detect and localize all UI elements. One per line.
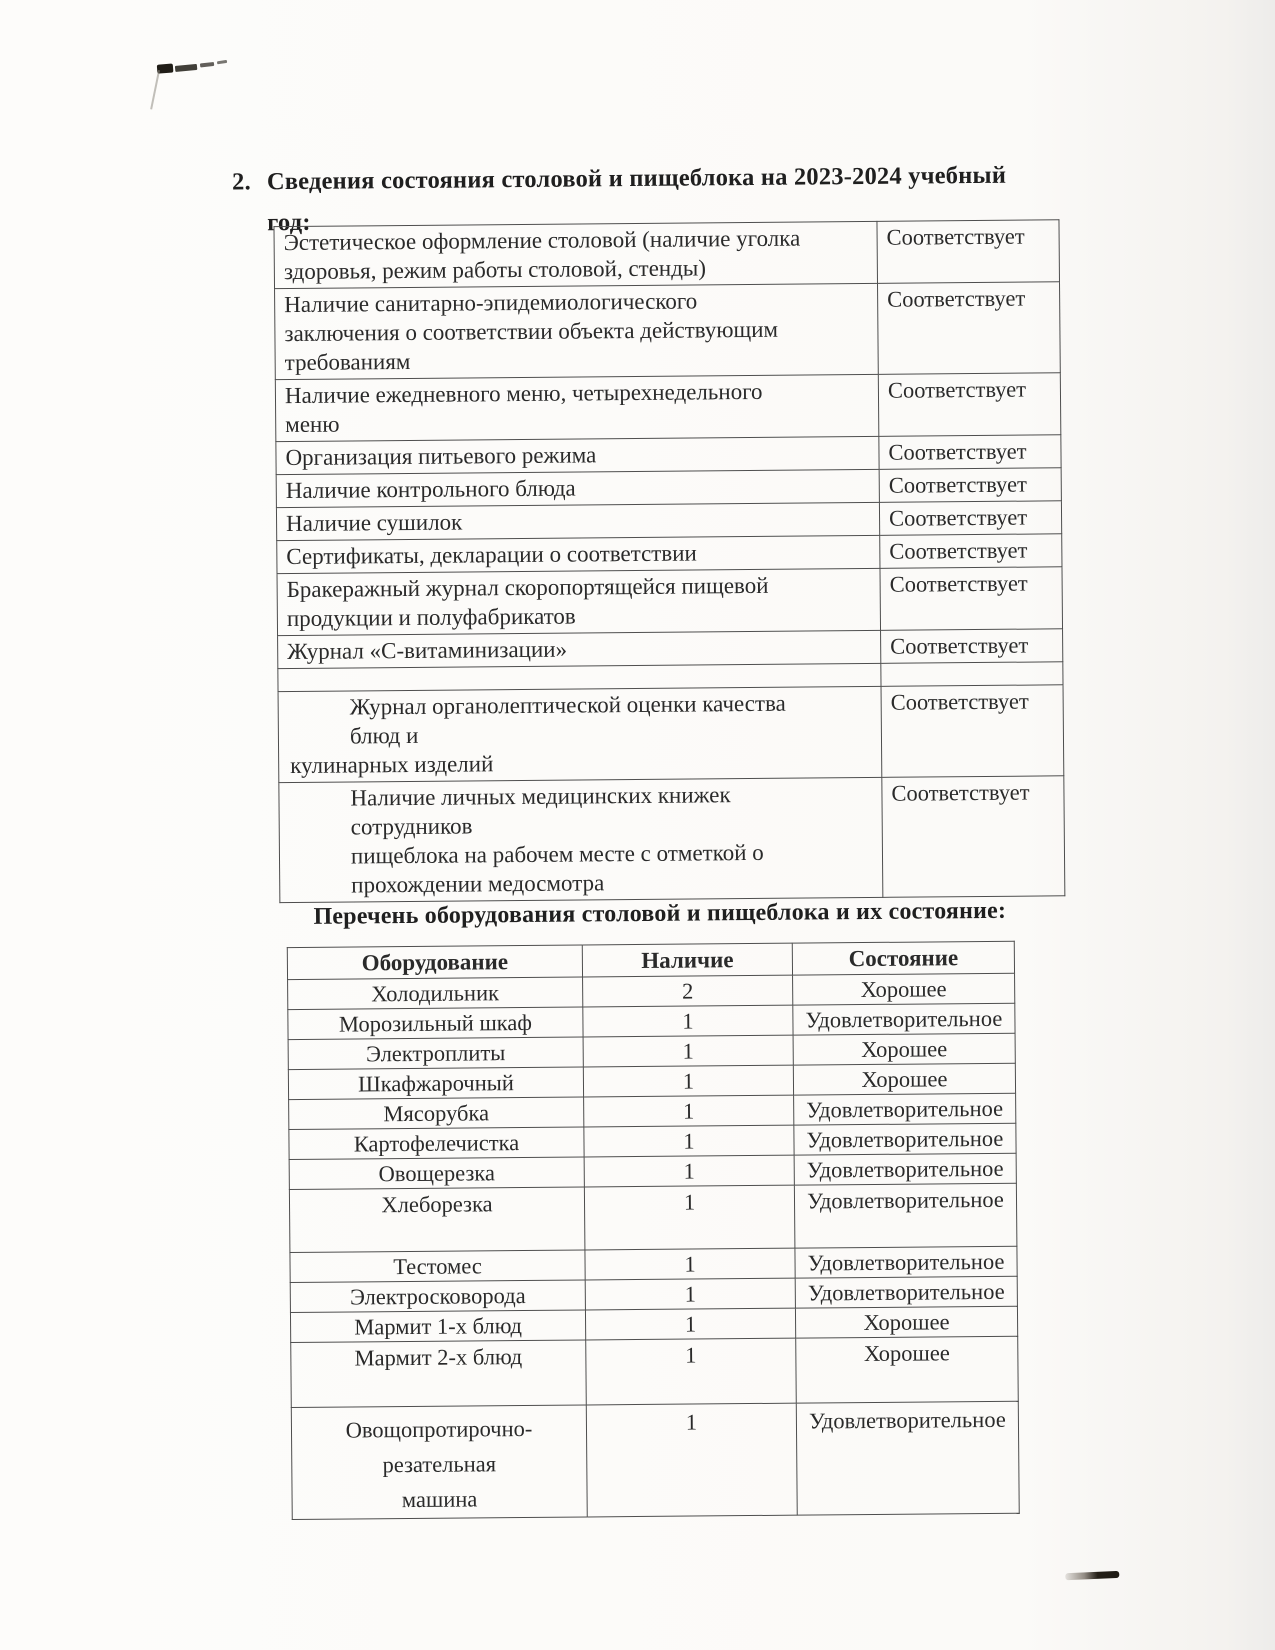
equipment-name: Морозильный шкаф	[288, 1007, 583, 1040]
equipment-name: Тестомес	[290, 1250, 585, 1283]
equipment-condition: Удовлетворительное	[793, 1003, 1015, 1035]
text-line: Организация питьевого режима	[285, 442, 597, 471]
text-line: Журнал органолептической оценки качества	[349, 690, 786, 720]
equipment-condition: Удовлетворительное	[794, 1153, 1016, 1185]
status-item-label	[277, 535, 880, 573]
text-line: резательная	[382, 1451, 497, 1478]
status-value: Соответствует	[879, 501, 1061, 536]
equipment-quantity: 2	[583, 975, 793, 1007]
equipment-name: Хлеборезка	[289, 1187, 585, 1253]
text-line: Наличие контрольного блюда	[285, 475, 576, 504]
equipment-condition: Хорошее	[793, 1063, 1015, 1095]
equipment-quantity: 1	[584, 1095, 794, 1127]
equipment-condition: Удовлетворительное	[794, 1123, 1016, 1155]
status-value: Соответствует	[878, 373, 1061, 437]
equipment-condition: Хорошее	[795, 1306, 1017, 1338]
equipment-table	[287, 941, 1020, 1520]
text-line: блюд и	[349, 722, 419, 749]
status-item-label	[276, 502, 879, 540]
canteen-status-table	[273, 219, 1065, 903]
status-item-label	[276, 469, 879, 507]
text-line: продукции и полуфабрикатов	[286, 603, 576, 632]
equipment-quantity: 1	[583, 1035, 793, 1067]
status-item-label	[275, 374, 879, 441]
table-row	[274, 220, 1060, 289]
status-value: Соответствует	[879, 435, 1061, 470]
equipment-condition: Удовлетворительное	[796, 1401, 1019, 1515]
status-item-label	[278, 686, 882, 782]
text-line: Журнал «С-витаминизации»	[287, 636, 568, 665]
text-line: меню	[285, 411, 340, 438]
col-header-condition: Состояние	[792, 941, 1014, 975]
equipment-quantity: 1	[583, 1005, 793, 1037]
status-value: Соответствует	[878, 282, 1061, 375]
status-value: Соответствует	[881, 685, 1064, 778]
equipment-name: Электроплиты	[288, 1037, 583, 1070]
status-item-label	[277, 568, 881, 635]
status-value: Соответствует	[880, 567, 1063, 631]
scan-artifact-bottom-right	[1065, 1571, 1119, 1580]
equipment-name: Овощерезка	[289, 1157, 584, 1190]
status-item-label	[276, 436, 879, 474]
table-row	[279, 776, 1065, 903]
text-line: Сертификаты, декларации о соответствии	[286, 540, 697, 570]
status-value: Соответствует	[880, 534, 1062, 569]
scan-artifact-top-left	[154, 57, 234, 80]
equipment-quantity: 1	[585, 1308, 795, 1340]
section-number: 2.	[231, 168, 251, 196]
text-line: прохождении медосмотра	[351, 870, 605, 898]
equipment-condition: Удовлетворительное	[795, 1276, 1017, 1308]
table-row	[289, 1183, 1017, 1252]
equipment-name: Картофелечистка	[289, 1127, 584, 1160]
equipment-quantity: 1	[585, 1248, 795, 1280]
text-line: Эстетическое оформление столовой (наличие уголка	[283, 225, 801, 256]
equipment-name	[291, 1405, 587, 1520]
col-header-quantity: Наличие	[582, 943, 792, 977]
equipment-name: Шкафжарочный	[288, 1067, 583, 1100]
equipment-name: Мармит 1-х блюд	[290, 1310, 585, 1343]
table-row	[275, 282, 1061, 380]
text-line: машина	[401, 1486, 478, 1513]
section-title-line1: Сведения состояния столовой и пищеблока на 2023-2024 учебный	[266, 161, 1007, 196]
table-row	[291, 1401, 1019, 1519]
equipment-condition: Хорошее	[796, 1336, 1019, 1403]
col-header-equipment: Оборудование	[287, 945, 582, 980]
empty-cell	[881, 662, 1063, 687]
status-value: Соответствует	[877, 220, 1060, 284]
equipment-quantity: 1	[584, 1125, 794, 1157]
equipment-quantity: 1	[586, 1403, 797, 1517]
equipment-quantity: 1	[586, 1338, 797, 1405]
table-row	[291, 1336, 1019, 1407]
text-line: заключения о соответствии объекта действующим	[284, 316, 779, 347]
status-item-label	[274, 221, 878, 288]
status-value: Соответствует	[879, 468, 1061, 503]
text-line: пищеблока на рабочем месте с отметкой о	[350, 839, 764, 869]
status-value: Соответствует	[882, 776, 1065, 898]
text-line: Наличие сушилок	[285, 509, 463, 537]
equipment-quantity: 1	[585, 1278, 795, 1310]
equipment-condition: Удовлетворительное	[795, 1246, 1017, 1278]
equipment-quantity: 1	[583, 1065, 793, 1097]
text-line: Наличие личных медицинских книжек	[350, 782, 731, 811]
text-line: Наличие санитарно-эпидемиологического	[284, 288, 698, 318]
status-item-label	[278, 630, 881, 668]
text-line: Бракеражный журнал скоропортящейся пищевой	[286, 572, 769, 603]
table-row	[278, 685, 1064, 783]
equipment-name: Мармит 2-х блюд	[291, 1340, 587, 1408]
text-line: сотрудников	[350, 813, 473, 840]
table-row	[277, 567, 1063, 636]
equipment-condition: Хорошее	[793, 973, 1015, 1005]
section-title-line2: год:	[267, 208, 311, 237]
equipment-quantity: 1	[584, 1185, 795, 1250]
text-line: Овощопротирочно-	[345, 1415, 533, 1443]
text-line: Наличие ежедневного меню, четырехнедельного	[284, 378, 763, 409]
status-item-label	[279, 777, 883, 902]
status-value: Соответствует	[881, 629, 1063, 664]
equipment-condition: Удовлетворительное	[794, 1183, 1017, 1248]
text-line: требованиям	[284, 348, 411, 376]
status-item-label	[275, 283, 879, 379]
equipment-condition: Хорошее	[793, 1033, 1015, 1065]
equipment-heading: Перечень оборудования столовой и пищеблока и их состояние:	[313, 897, 1007, 930]
equipment-quantity: 1	[584, 1155, 794, 1187]
equipment-name: Холодильник	[288, 977, 583, 1010]
equipment-name: Электросковорода	[290, 1280, 585, 1313]
table-row	[275, 373, 1061, 442]
equipment-condition: Удовлетворительное	[794, 1093, 1016, 1125]
text-line: кулинарных изделий	[290, 751, 494, 779]
equipment-name: Мясорубка	[289, 1097, 584, 1130]
text-line: здоровья, режим работы столовой, стенды)	[283, 255, 707, 285]
